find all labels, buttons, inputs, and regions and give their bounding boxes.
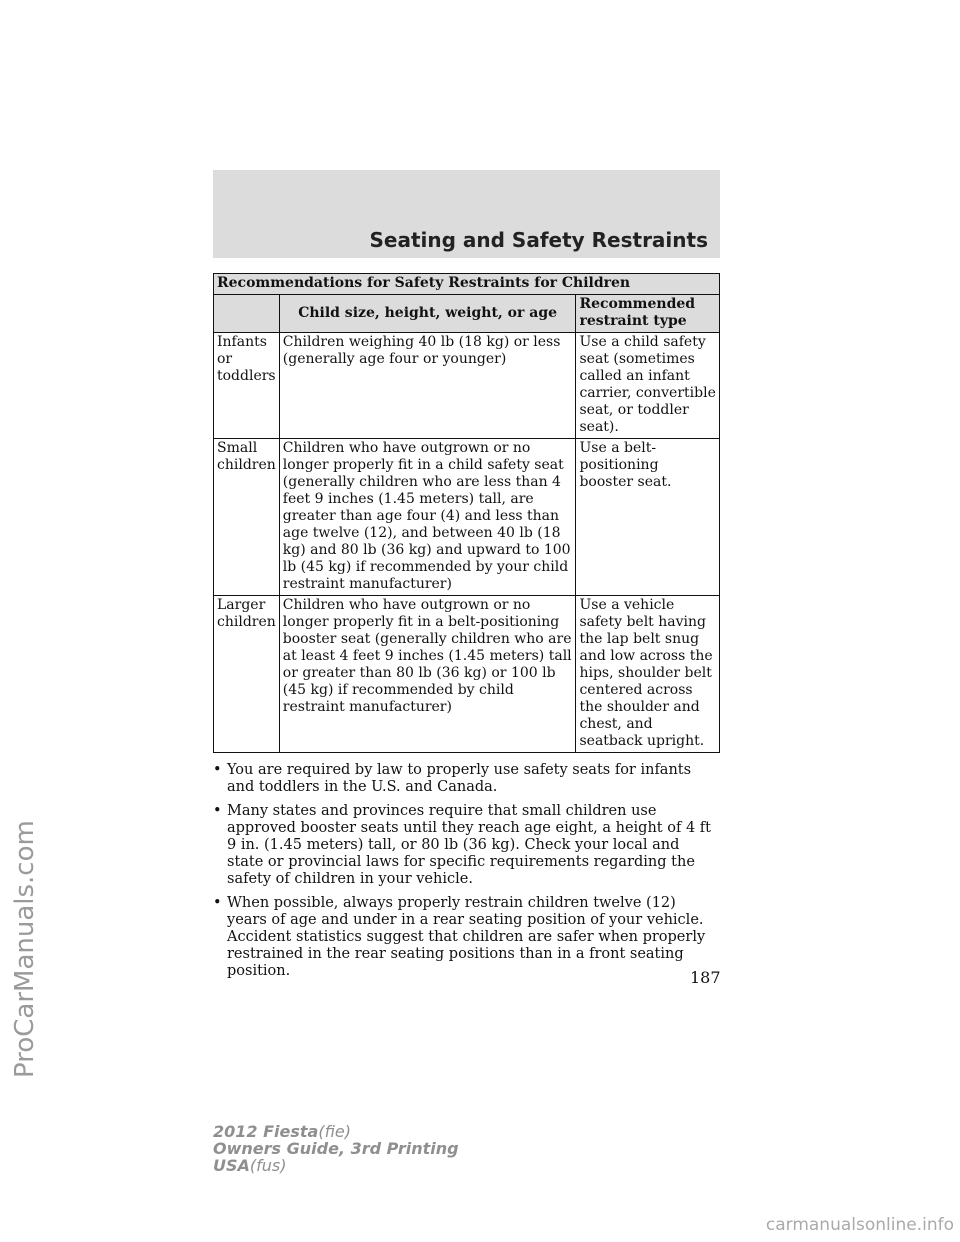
child-restraint-table xyxy=(213,273,720,753)
bullet-text: You are required by law to properly use safety seats for infants and toddlers in the U.S. and Canada. xyxy=(227,762,692,795)
bullet-text: Many states and provinces require that small children use approved booster seats until they reach age eight, a height of 4 ft 9 in. (1.45 meters) tall, or 80 lb (36 kg). Check your local and state or provincial laws for specific requirements regarding the safety of children in your vehicle. xyxy=(227,803,711,887)
row-restraint: Use a belt-positioning booster seat. xyxy=(576,439,720,596)
table-row xyxy=(214,333,720,439)
bullet-symbol: • xyxy=(213,762,222,778)
column-header-size: Child size, height, weight, or age xyxy=(279,295,576,333)
bottom-watermark: carmanualsonline.info xyxy=(765,1215,954,1235)
column-header-category xyxy=(214,295,280,333)
table-title: Recommendations for Safety Restraints for Children xyxy=(214,274,720,295)
row-category: Small children xyxy=(214,439,280,596)
bullet-symbol: • xyxy=(213,803,222,819)
footer xyxy=(213,1123,459,1174)
column-header-restraint: Recommended restraint type xyxy=(576,295,720,333)
row-restraint: Use a vehicle safety belt having the lap belt snug and low across the hips, shoulder belt centered across the shoulder and chest, and seatback upright. xyxy=(576,596,720,753)
table-header-row xyxy=(214,295,720,333)
footer-guide: Owners Guide, 3rd Printing xyxy=(213,1139,459,1158)
footer-model: 2012 Fiesta xyxy=(213,1122,319,1141)
list-item xyxy=(213,762,720,796)
side-watermark: ProCarManuals.com xyxy=(10,820,40,1078)
footer-market: USA xyxy=(213,1156,250,1175)
table-row xyxy=(214,439,720,596)
list-item xyxy=(213,895,720,980)
bullet-text: When possible, always properly restrain children twelve (12) years of age and under in a rear seating position of your vehicle. Accident statistics suggest that children are safer when properly restrained in the rear seating positions than in a front seating position. xyxy=(227,895,706,979)
list-item xyxy=(213,803,720,888)
footer-market-code: (fus) xyxy=(249,1156,287,1175)
bullet-list xyxy=(213,762,720,987)
row-restraint: Use a child safety seat (sometimes called an infant carrier, convertible seat, or toddler seat). xyxy=(576,333,720,439)
row-size: Children weighing 40 lb (18 kg) or less (generally age four or younger) xyxy=(279,333,576,439)
row-category: Larger children xyxy=(214,596,280,753)
page-number: 187 xyxy=(690,968,721,987)
bullet-symbol: • xyxy=(213,895,222,911)
footer-model-code: (fie) xyxy=(318,1122,352,1141)
row-category: Infants or toddlers xyxy=(214,333,280,439)
table-row xyxy=(214,596,720,753)
row-size: Children who have outgrown or no longer properly fit in a belt-positioning booster seat (generally children who are at least 4 feet 9 inches (1.45 meters) tall or greater than 80 lb (36 kg) or 100 lb (45 kg) if recommended by child restraint manufacturer) xyxy=(279,596,576,753)
row-size: Children who have outgrown or no longer properly fit in a child safety seat (generally children who are less than 4 feet 9 inches (1.45 meters) tall, are greater than age four (4) and less than age twelve (12), and between 40 lb (18 kg) and 80 lb (36 kg) and upward to 100 lb (45 kg) if recommended by your child restraint manufacturer) xyxy=(279,439,576,596)
section-title: Seating and Safety Restraints xyxy=(369,228,708,252)
section-header-box xyxy=(213,170,720,258)
